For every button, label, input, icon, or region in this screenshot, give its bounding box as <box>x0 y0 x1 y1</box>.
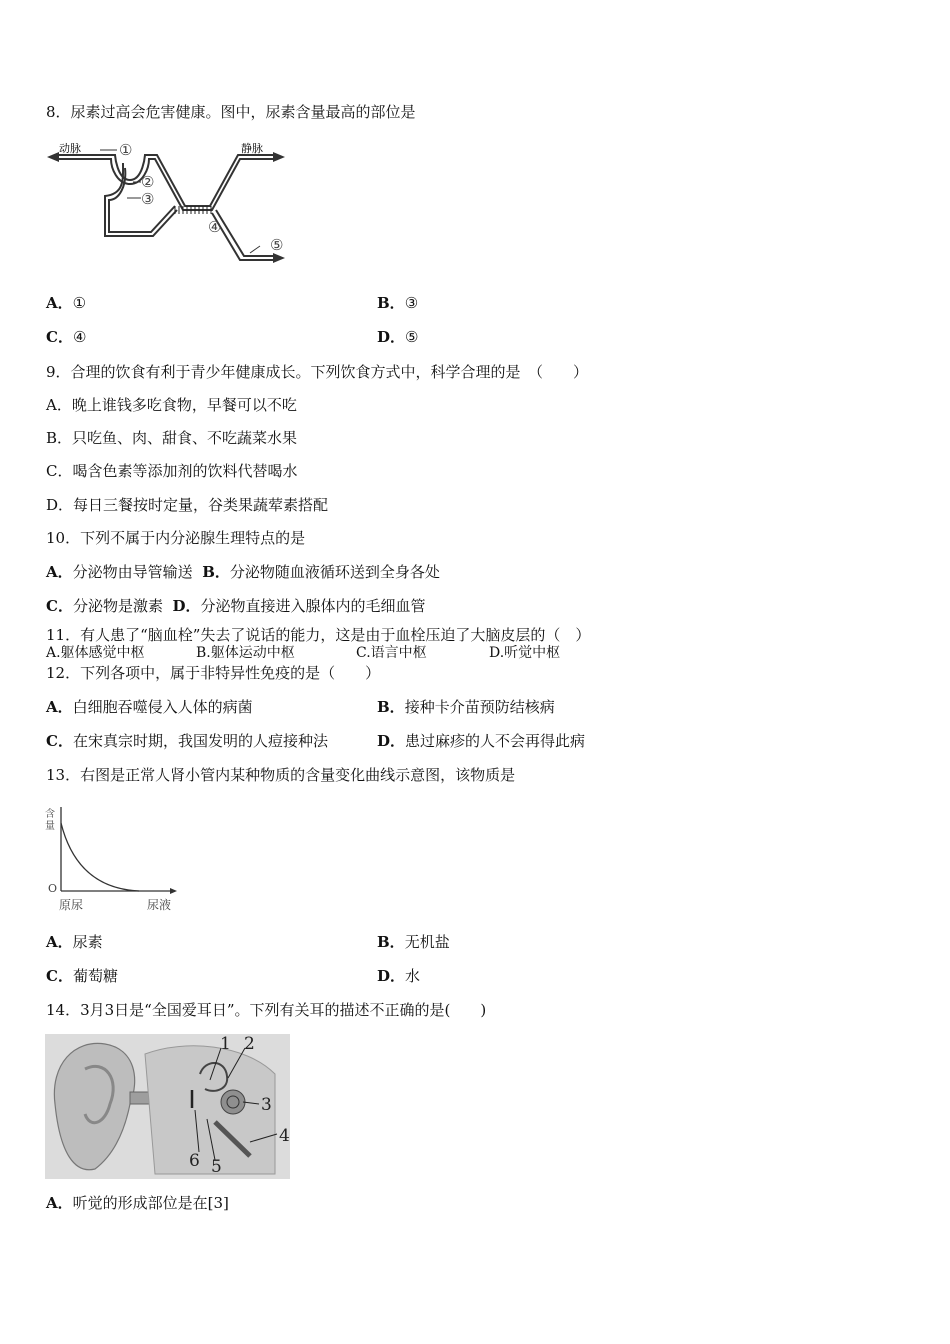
q9-option-c: C．喝含色素等添加剂的饮料代替喝水 <box>46 462 298 480</box>
q9-option-b: B．只吃鱼、肉、甜食、不吃蔬菜水果 <box>46 429 298 447</box>
origin-label: O <box>48 882 58 895</box>
tubule-concentration-curve <box>43 803 193 913</box>
marker-3: ③ <box>141 190 155 208</box>
q10-stem: 10．下列不属于内分泌腺生理特点的是 <box>46 529 306 547</box>
ear-label-5: 5 <box>211 1157 222 1177</box>
q11-option-b: B.躯体运动中枢 <box>196 645 295 661</box>
q14-option-a: A．听觉的形成部位是在[3] <box>46 1194 229 1212</box>
ear-label-1: 1 <box>220 1034 231 1054</box>
marker-5: ⑤ <box>270 236 284 254</box>
q12-option-a: A．白细胞吞噬侵入人体的病菌 <box>46 698 253 716</box>
q11-option-d: D.听觉中枢 <box>489 645 561 661</box>
q14-stem: 14．3月3日是“全国爱耳日”。下列有关耳的描述不正确的是( ) <box>46 1001 487 1019</box>
x-start-label: 原尿 <box>59 898 84 912</box>
marker-2: ② <box>141 173 155 191</box>
y-axis-label-bottom: 量 <box>45 821 55 832</box>
q11-stem: 11．有人患了“脑血栓”失去了说话的能力，这是由于血栓压迫了大脑皮层的（ ） <box>46 626 591 644</box>
vein-label: 静脉 <box>241 142 263 155</box>
q11-option-a: A.躯体感觉中枢 <box>46 645 145 661</box>
q13-stem: 13．右图是正常人肾小管内某种物质的含量变化曲线示意图，该物质是 <box>46 766 516 784</box>
q13-option-d: D．水 <box>377 967 421 985</box>
kidney-nephron-diagram <box>45 138 305 268</box>
q9-option-d: D．每日三餐按时定量，谷类果蔬荤素搭配 <box>46 496 329 514</box>
q8-option-a: A．① <box>46 294 87 312</box>
q12-option-c: C．在宋真宗时期，我国发明的人痘接种法 <box>46 732 328 750</box>
marker-1: ① <box>119 141 133 159</box>
q11-option-c: C.语言中枢 <box>356 645 427 661</box>
q8-option-c: C．④ <box>46 328 87 346</box>
q12-option-d: D．患过麻疹的人不会再得此病 <box>377 732 586 750</box>
decreasing-curve <box>61 823 139 891</box>
q9-option-a: A．晚上谁钱多吃食物，早餐可以不吃 <box>46 396 297 414</box>
ear-structure-diagram <box>45 1034 290 1179</box>
q8-stem: 8．尿素过高会危害健康。图中，尿素含量最高的部位是 <box>46 103 416 121</box>
q12-option-b: B．接种卡介苗预防结核病 <box>377 698 555 716</box>
artery-label: 动脉 <box>59 142 81 155</box>
q13-option-b: B．无机盐 <box>377 933 450 951</box>
q13-option-c: C．葡萄糖 <box>46 967 118 985</box>
ear-label-4: 4 <box>279 1126 290 1146</box>
q12-stem: 12．下列各项中，属于非特异性免疫的是（ ） <box>46 664 381 682</box>
marker-4: ④ <box>208 218 222 236</box>
q9-stem: 9．合理的饮食有利于青少年健康成长。下列饮食方式中，科学合理的是 （ ） <box>46 363 589 381</box>
ear-label-6: 6 <box>189 1151 200 1171</box>
x-end-label: 尿液 <box>147 898 172 912</box>
ear-label-2: 2 <box>244 1034 255 1054</box>
y-axis-label-top: 含 <box>45 809 55 820</box>
q10-options-ab: A．分泌物由导管输送 B．分泌物随血液循环送到全身各处 <box>46 563 440 581</box>
q10-options-cd: C．分泌物是激素 D．分泌物直接进入腺体内的毛细血管 <box>46 597 426 615</box>
q8-option-d: D．⑤ <box>377 328 419 346</box>
cochlea-shape <box>221 1090 245 1114</box>
q8-option-b: B．③ <box>377 294 419 312</box>
ear-label-3: 3 <box>261 1095 272 1115</box>
q13-option-a: A．尿素 <box>46 933 103 951</box>
